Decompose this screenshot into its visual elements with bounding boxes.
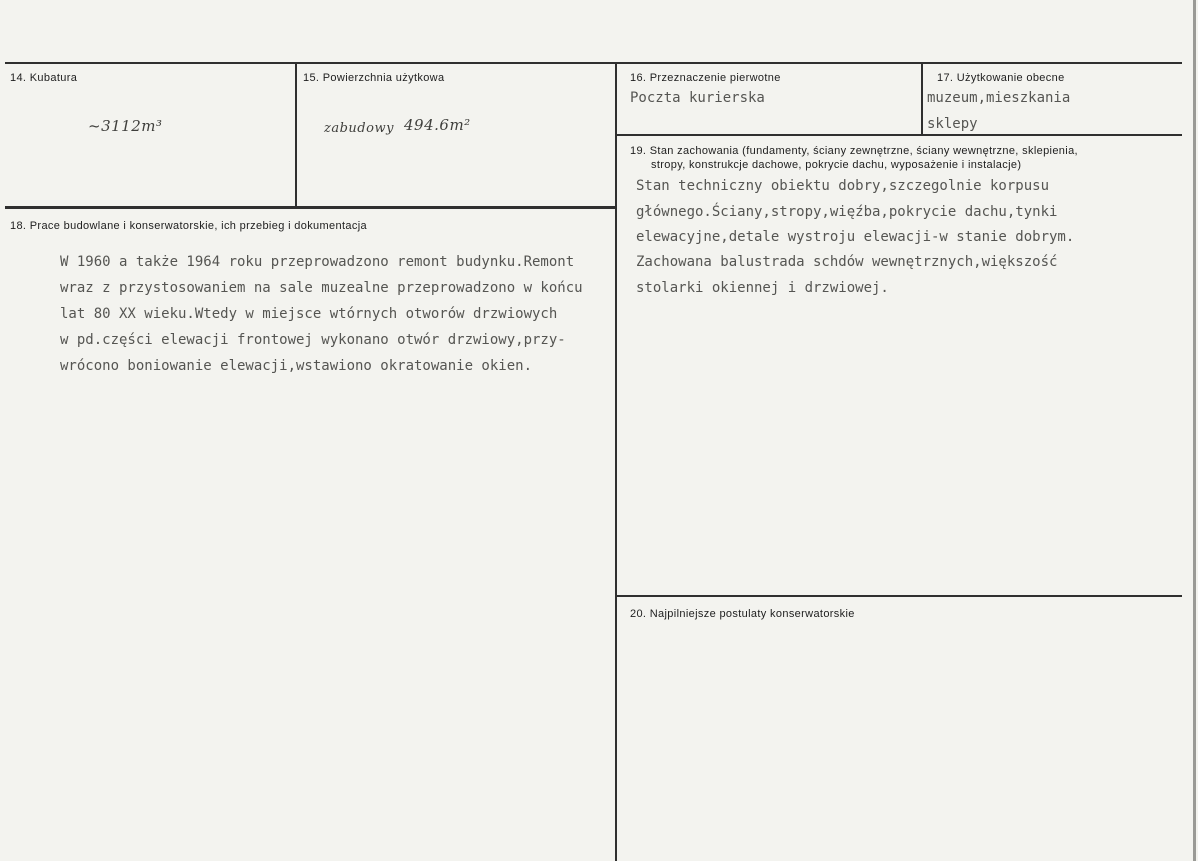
field-19-line: elewacyjne,detale wystroju elewacji-w stanie dobrym.	[636, 229, 1075, 245]
field-19-line: Zachowana balustrada schdów wewnętrznych,większość	[636, 254, 1058, 270]
rule-under-16-17	[617, 134, 1182, 136]
field-16-value: Poczta kurierska	[630, 90, 765, 106]
field-18-line: wrócono boniowanie elewacji,wstawiono okratowanie okien.	[60, 358, 533, 374]
rule-under-14-15	[5, 206, 616, 209]
field-19-line: Stan techniczny obiektu dobry,szczegolnie korpusu	[636, 178, 1050, 194]
field-19-label-continued: stropy, konstrukcje dachowe, pokrycie dachu, wyposażenie i instalacje)	[651, 159, 1022, 171]
field-19-line: głównego.Ściany,stropy,więźba,pokrycie dachu,tynki	[636, 204, 1058, 220]
card-right-edge	[1193, 0, 1196, 861]
field-17-label: 17. Użytkowanie obecne	[937, 72, 1065, 84]
field-19-label: 19. Stan zachowania (fundamenty, ściany zewnętrzne, ściany wewnętrzne, sklepienia,	[630, 145, 1078, 157]
rule-under-19	[617, 595, 1182, 597]
field-19-line: stolarki okiennej i drzwiowej.	[636, 280, 889, 296]
rule-divider-16-17	[921, 63, 923, 135]
field-18-line: W 1960 a także 1964 roku przeprowadzono remont budynku.Remont	[60, 254, 575, 270]
field-18-line: lat 80 XX wieku.Wtedy w miejsce wtórnych otworów drzwiowych	[60, 306, 558, 322]
field-15-value-word: zabudowy	[324, 121, 394, 136]
rule-divider-14-15	[295, 63, 297, 208]
field-18-line: w pd.części elewacji frontowej wykonano otwór drzwiowy,przy-	[60, 332, 566, 348]
field-14-value: ~3112m³	[88, 117, 163, 135]
field-18-label: 18. Prace budowlane i konserwatorskie, ich przebieg i dokumentacja	[10, 220, 367, 232]
field-18-line: wraz z przystosowaniem na sale muzealne przeprowadzono w końcu	[60, 280, 583, 296]
field-17-line: sklepy	[927, 116, 978, 132]
rule-center-vertical	[615, 63, 617, 861]
field-20-label: 20. Najpilniejsze postulaty konserwatorskie	[630, 608, 855, 620]
field-16-label: 16. Przeznaczenie pierwotne	[630, 72, 781, 84]
field-15-value-number: 494.6m²	[404, 116, 471, 134]
rule-top	[5, 62, 1182, 64]
field-14-label: 14. Kubatura	[10, 72, 78, 84]
field-17-line: muzeum,mieszkania	[927, 90, 1071, 106]
field-15-label: 15. Powierzchnia użytkowa	[303, 72, 445, 84]
